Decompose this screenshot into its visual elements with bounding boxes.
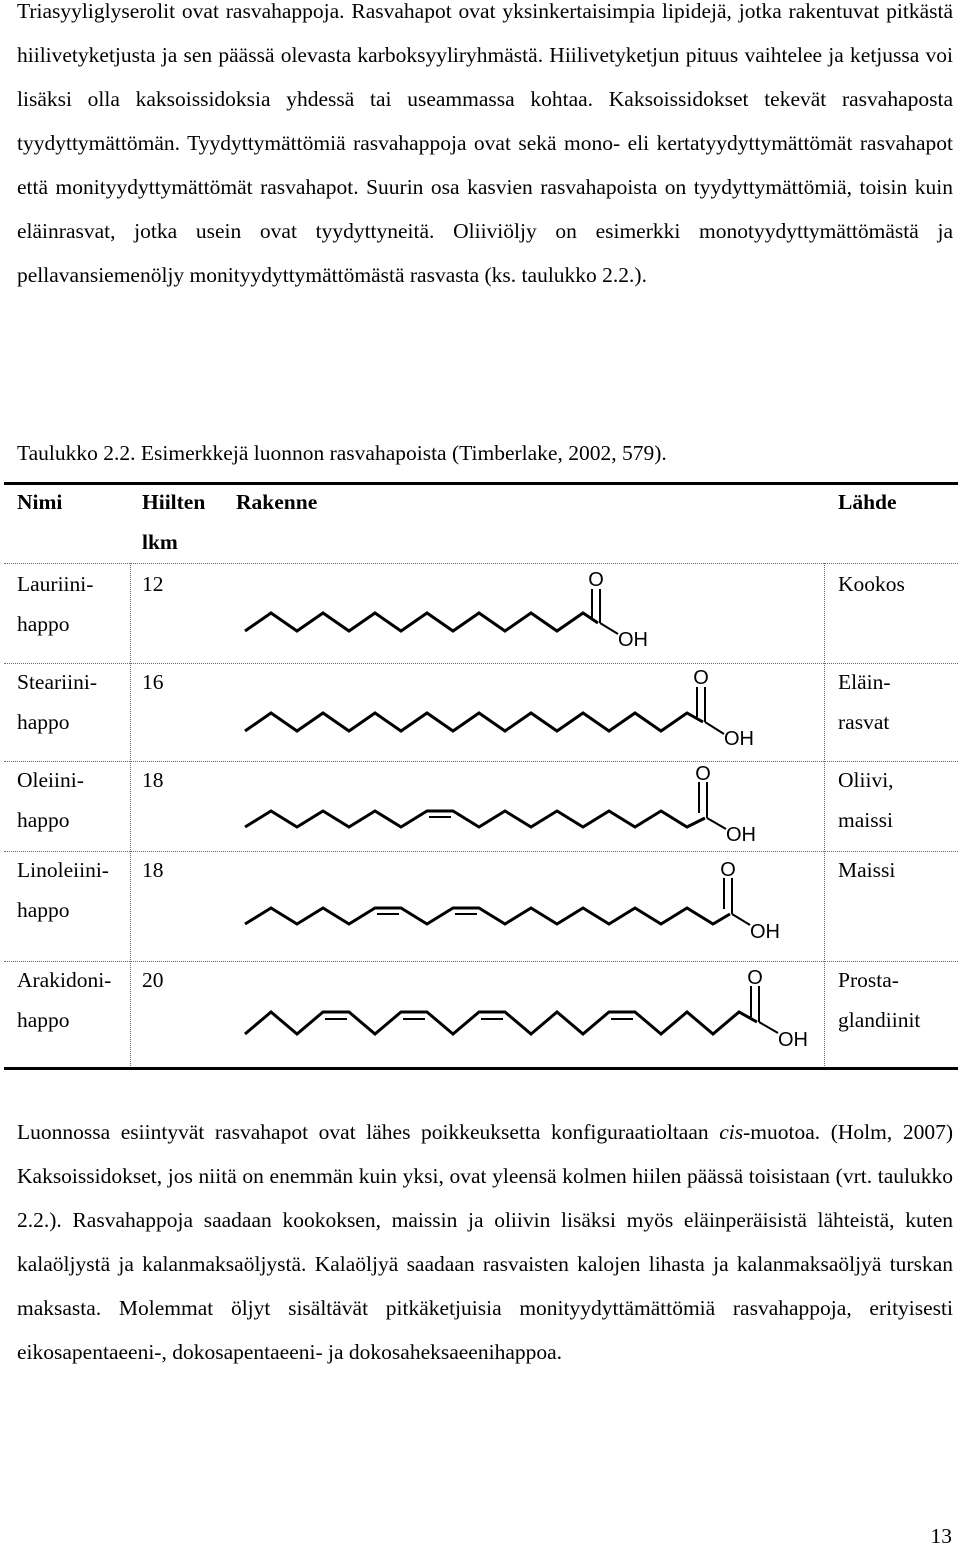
acid-name-line1: Lauriini-	[17, 572, 94, 596]
source-line1: Oliivi,	[838, 768, 894, 792]
oxygen-label: O	[747, 967, 763, 989]
source-line1: Prosta-	[838, 968, 899, 992]
oxygen-label: O	[693, 667, 709, 689]
source-line1: Eläin-	[838, 670, 891, 694]
hydroxyl-label: OH	[750, 921, 780, 943]
linoleic-acid-structure	[230, 852, 810, 957]
paragraph-text-end: -muotoa. (Holm, 2007) Kaksoissidokset, jos niitä on enemmän kuin yksi, ovat yleensä kolmen hiilen päässä toisistaan (vrt. taulukko 2.2.). Rasvahappoja saadaan kookoksen, maissin ja oliivin lisäksi myös eläinperäisistä lähteistä, kuten kalaöljystä ja kalanmaksaöljystä. Kalaöljyä saadaan rasvaisten kalojen lihasta ja kalanmaksaöljyä turskan maksasta. Molemmat öljyt sisältävät pitkäketjuisia monityydyttämättömiä rasvahappoja, erityisesti eikosapentaeeni-, dokosapentaeeni- ja dokosaheksaeenihappoa.	[17, 1120, 953, 1364]
hydroxyl-label: OH	[618, 629, 648, 651]
header-carbons-line1: Hiilten	[142, 490, 206, 514]
acid-name-line1: Steariini-	[17, 670, 98, 694]
paragraph-text-start: Luonnossa esiintyvät rasvahapot ovat lähes poikkeuksetta konfiguraatioltaan	[17, 1120, 720, 1144]
carbon-count: 20	[142, 968, 164, 992]
hydroxyl-label: OH	[726, 824, 756, 846]
hydroxyl-label: OH	[778, 1029, 808, 1051]
header-carbons-line2: lkm	[142, 530, 178, 554]
lauric-acid-structure	[230, 566, 690, 663]
carbon-count: 12	[142, 572, 164, 596]
body-paragraph	[17, 1110, 953, 1374]
oxygen-label: O	[720, 859, 736, 881]
header-structure: Rakenne	[236, 490, 318, 514]
column-separator	[824, 563, 825, 1068]
source-line2: maissi	[838, 808, 893, 832]
page-number: 13	[930, 1524, 952, 1548]
acid-name-line1: Arakidoni-	[17, 968, 112, 992]
carbon-count: 16	[142, 670, 164, 694]
source-line1: Maissi	[838, 858, 896, 882]
carbon-count: 18	[142, 768, 164, 792]
source-line2: rasvat	[838, 710, 890, 734]
carbon-count: 18	[142, 858, 164, 882]
stearic-acid-structure	[230, 664, 790, 761]
oxygen-label: O	[695, 763, 711, 785]
acid-name-line2: happo	[17, 808, 70, 832]
cis-term: cis	[719, 1120, 744, 1144]
acid-name-line2: happo	[17, 710, 70, 734]
acid-name-line2: happo	[17, 612, 70, 636]
header-name: Nimi	[17, 490, 63, 514]
source-line2: glandiinit	[838, 1008, 921, 1032]
table-caption: Taulukko 2.2. Esimerkkejä luonnon rasvahapoista (Timberlake, 2002, 579).	[17, 441, 667, 465]
acid-name-line2: happo	[17, 1008, 70, 1032]
oleic-acid-structure	[230, 762, 790, 859]
acid-name-line2: happo	[17, 898, 70, 922]
acid-name-line1: Oleiini-	[17, 768, 84, 792]
header-source: Lähde	[838, 490, 897, 514]
arachidonic-acid-structure	[230, 962, 820, 1067]
source-line1: Kookos	[838, 572, 905, 596]
column-separator	[130, 563, 131, 1068]
table-bottom-rule	[4, 1067, 958, 1070]
acid-name-line1: Linoleiini-	[17, 858, 109, 882]
intro-paragraph: Triasyyliglyserolit ovat rasvahappoja. Rasvahapot ovat yksinkertaisimpia lipidejä, jotka rakentuvat pitkästä hiilivetyketjusta ja sen päässä olevasta karboksyyliryhmästä. Hiilivetyketjun pituus vaihtelee ja ketjussa voi lisäksi olla kaksoissidoksia yhdessä tai useammassa kohtaa. Kaksoissidokset tekevät rasvahaposta tyydyttymättömän. Tyydyttymättömiä rasvahappoja ovat sekä mono- eli kertatyydyttymättömät rasvahapot että monityydyttymättömät rasvahapot. Suurin osa kasvien rasvahapoista on tyydyttymättömiä, toisin kuin eläinrasvat, jotka usein ovat tyydyttyneitä. Oliiviöljy on esimerkki monotyydyttymättömästä ja pellavansiemenöljy monityydyttymättömästä rasvasta (ks. taulukko 2.2.).	[17, 0, 953, 287]
hydroxyl-label: OH	[724, 728, 754, 750]
oxygen-label: O	[588, 569, 604, 591]
